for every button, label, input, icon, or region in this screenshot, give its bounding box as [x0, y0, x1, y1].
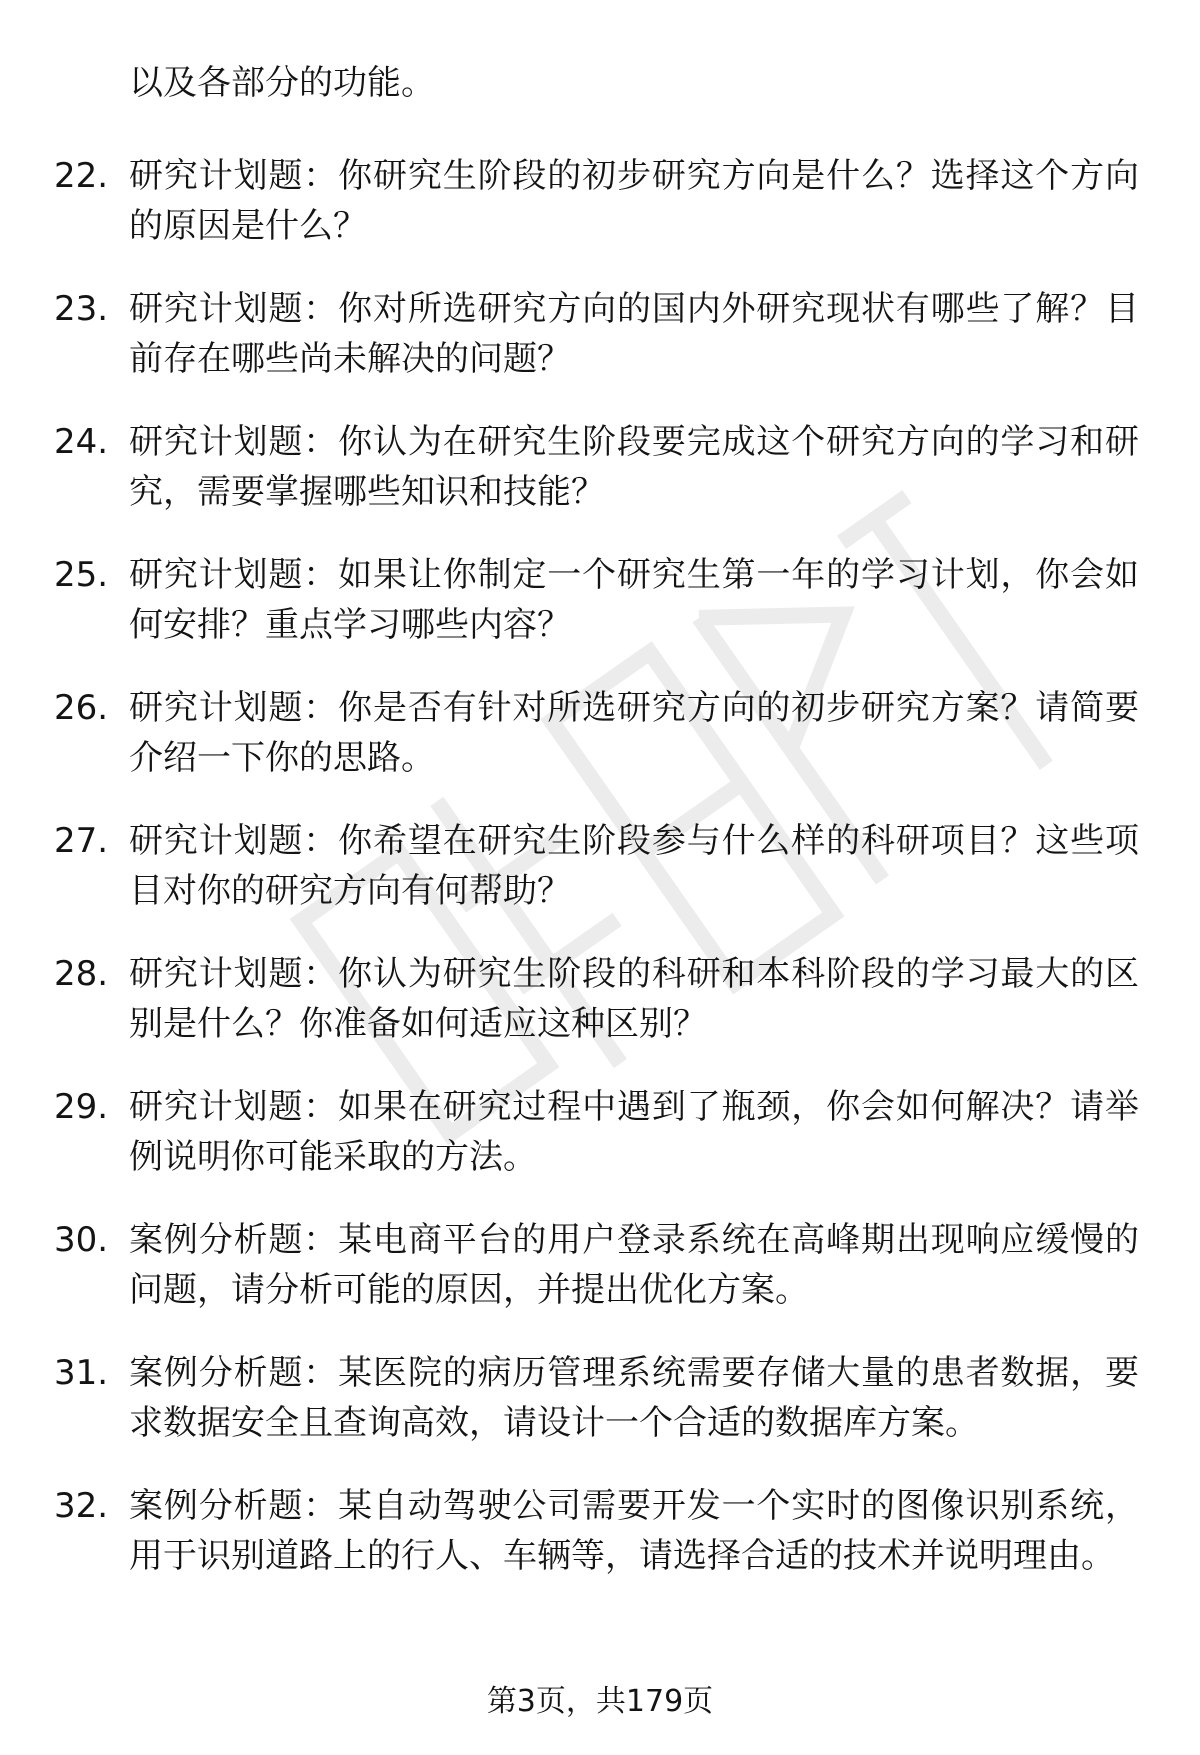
question-text: 研究计划题：你希望在研究生阶段参与什么样的科研项目？这些项目对你的研究方向有何帮助？ [129, 821, 1139, 911]
question-number: 26. [54, 688, 109, 728]
question-number: 23. [54, 289, 109, 329]
question-item-31 [0, 1348, 1200, 1481]
question-item-25 [0, 550, 1200, 683]
question-text: 研究计划题：如果在研究过程中遇到了瓶颈，你会如何解决？请举例说明你可能采取的方法。 [129, 1087, 1139, 1177]
question-number: 22. [54, 156, 109, 196]
question-text: 案例分析题：某医院的病历管理系统需要存储大量的患者数据，要求数据安全且查询高效，请设计一个合适的数据库方案。 [129, 1353, 1139, 1443]
question-item-27 [0, 816, 1200, 949]
question-text: 研究计划题：你对所选研究方向的国内外研究现状有哪些了解？目前存在哪些尚未解决的问题？ [129, 289, 1139, 379]
question-number: 32. [54, 1486, 109, 1526]
question-number: 31. [54, 1353, 109, 1393]
question-item-22 [0, 151, 1200, 284]
question-number: 24. [54, 422, 109, 462]
question-item-23 [0, 284, 1200, 417]
continuation-text: 以及各部分的功能。 [129, 63, 435, 103]
question-text: 研究计划题：你认为在研究生阶段要完成这个研究方向的学习和研究，需要掌握哪些知识和技能？ [129, 422, 1139, 512]
question-text: 案例分析题：某自动驾驶公司需要开发一个实时的图像识别系统，用于识别道路上的行人、车辆等，请选择合适的技术并说明理由。 [129, 1486, 1139, 1576]
question-item-24 [0, 417, 1200, 550]
question-number: 25. [54, 555, 109, 595]
question-number: 29. [54, 1087, 109, 1127]
question-text: 研究计划题：你认为研究生阶段的科研和本科阶段的学习最大的区别是什么？你准备如何适应这种区别？ [129, 954, 1139, 1044]
question-item-26 [0, 683, 1200, 816]
question-text: 研究计划题：如果让你制定一个研究生第一年的学习计划，你会如何安排？重点学习哪些内容？ [129, 555, 1139, 645]
question-text: 研究计划题：你研究生阶段的初步研究方向是什么？选择这个方向的原因是什么？ [129, 156, 1139, 246]
question-text: 案例分析题：某电商平台的用户登录系统在高峰期出现响应缓慢的问题，请分析可能的原因，并提出优化方案。 [129, 1220, 1139, 1310]
question-item-28 [0, 949, 1200, 1082]
question-text: 研究计划题：你是否有针对所选研究方向的初步研究方案？请简要介绍一下你的思路。 [129, 688, 1139, 778]
question-item-30 [0, 1215, 1200, 1348]
question-number: 27. [54, 821, 109, 861]
question-number: 28. [54, 954, 109, 994]
question-item-29 [0, 1082, 1200, 1215]
question-list [0, 151, 1200, 1631]
question-item-32 [0, 1481, 1200, 1631]
question-number: 30. [54, 1220, 109, 1260]
page-footer: 第3页，共179页 [486, 1684, 714, 1719]
